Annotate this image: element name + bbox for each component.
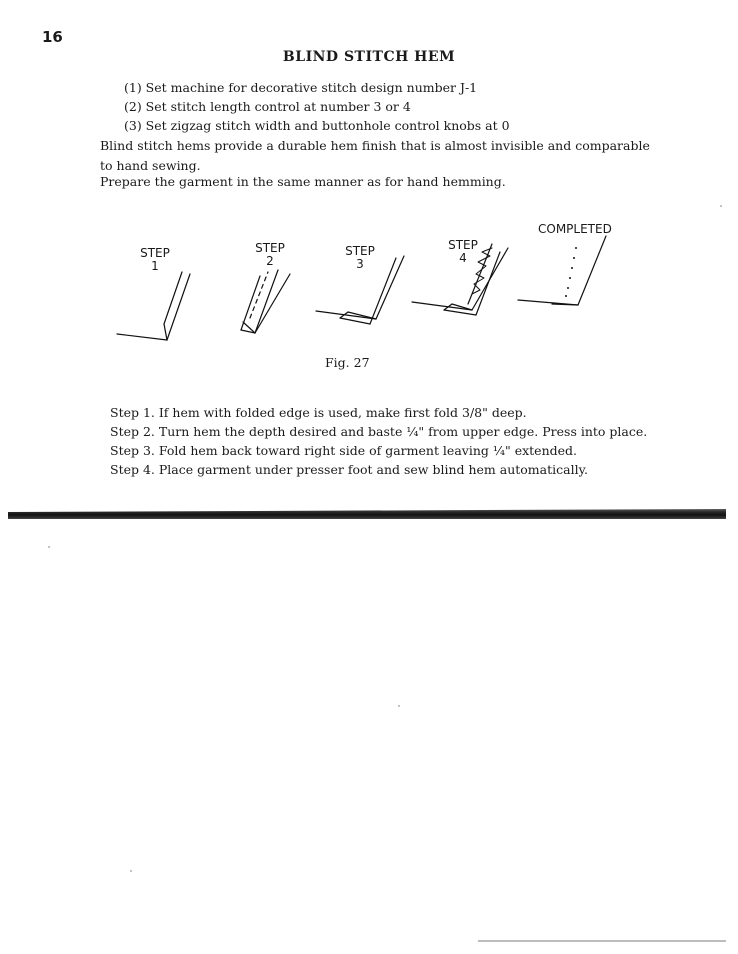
section-divider-bar xyxy=(8,509,726,519)
scan-speck xyxy=(398,705,400,707)
figure-caption: Fig. 27 xyxy=(325,355,370,370)
step-2-number: 2 xyxy=(266,254,274,268)
step-1-word: STEP xyxy=(140,246,170,260)
step-1-drawing xyxy=(117,272,190,340)
step-3-number: 3 xyxy=(356,257,364,271)
step-3-label xyxy=(335,245,385,271)
intro-line-3: Prepare the garment in the same manner as for hand hemming. xyxy=(100,174,506,189)
setting-line-1: (1) Set machine for decorative stitch design number J-1 xyxy=(124,80,478,95)
scan-speck xyxy=(720,205,722,207)
setting-line-2: (2) Set stitch length control at number 3 or 4 xyxy=(124,99,411,114)
setting-line-3: (3) Set zigzag stitch width and buttonhole control knobs at 0 xyxy=(124,118,510,133)
scan-speck xyxy=(48,546,50,548)
step-4-label xyxy=(438,239,488,265)
step-4-word: STEP xyxy=(448,238,478,252)
step-4-number: 4 xyxy=(459,251,467,265)
completed-drawing xyxy=(518,236,606,305)
bottom-rule xyxy=(478,940,726,942)
step-1-number: 1 xyxy=(151,259,159,273)
page-number: 16 xyxy=(42,28,63,46)
step-2-word: STEP xyxy=(255,241,285,255)
completed-label: COMPLETED xyxy=(538,222,612,236)
step-3-word: STEP xyxy=(345,244,375,258)
step-2-label xyxy=(245,242,295,268)
completed-stitch-dots xyxy=(565,247,577,297)
step-3-instruction: Step 3. Fold hem back toward right side of garment leaving ¼" extended. xyxy=(110,443,577,458)
step-2-instruction: Step 2. Turn hem the depth desired and baste ¼" from upper edge. Press into place. xyxy=(110,424,648,439)
page-title: BLIND STITCH HEM xyxy=(282,49,456,65)
hem-steps-figure xyxy=(100,218,640,350)
scan-speck xyxy=(130,870,132,872)
step-4-instruction: Step 4. Place garment under presser foot and sew blind hem automatically. xyxy=(110,462,588,477)
step-1-label xyxy=(130,247,180,273)
hem-steps-illustration xyxy=(100,218,640,350)
step-1-instruction: Step 1. If hem with folded edge is used, make first fold 3/8" deep. xyxy=(110,405,527,420)
intro-line-2: to hand sewing. xyxy=(100,158,201,173)
step-2-drawing xyxy=(241,270,290,333)
intro-line-1: Blind stitch hems provide a durable hem finish that is almost invisible and comparable xyxy=(100,138,650,153)
